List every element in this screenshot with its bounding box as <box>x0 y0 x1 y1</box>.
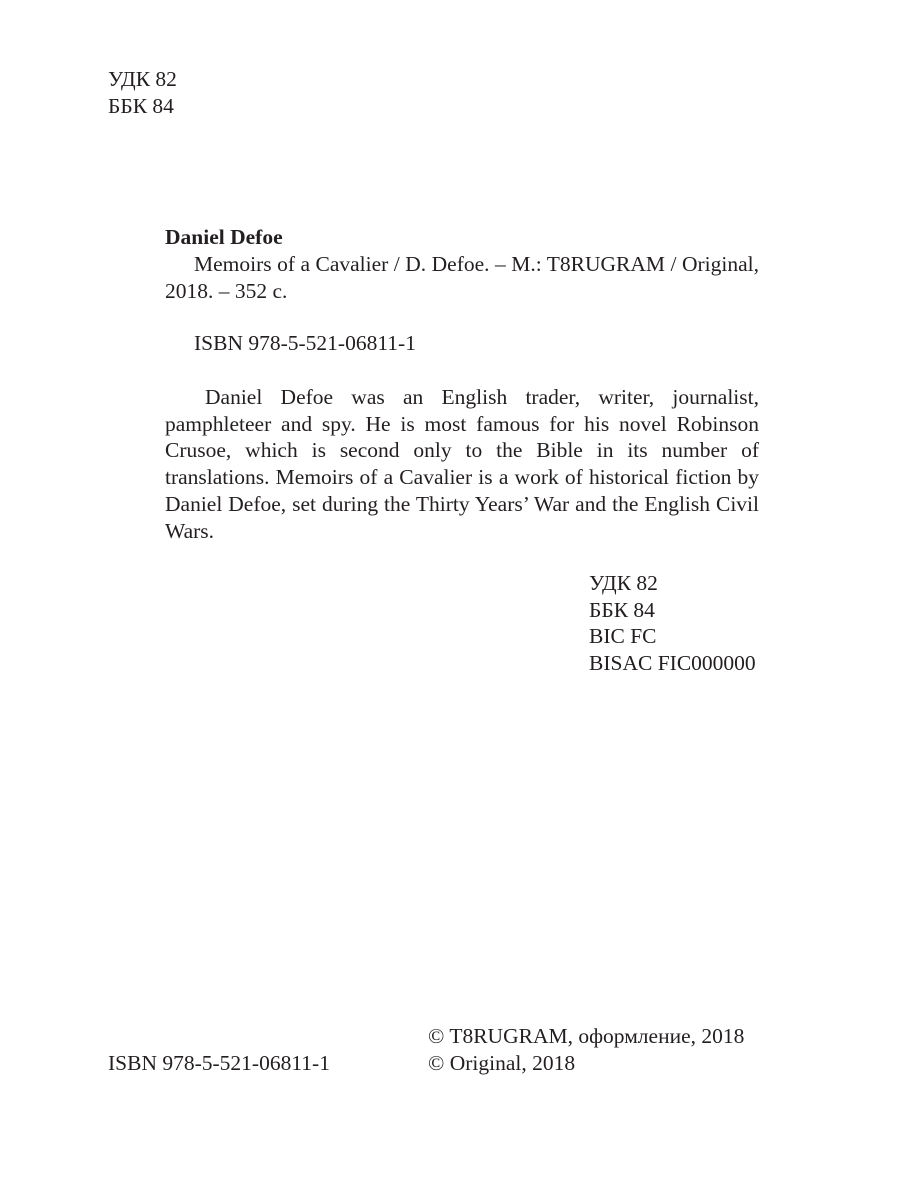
bisac-code: BISAC FIC000000 <box>589 651 756 676</box>
top-classification-codes <box>108 66 177 119</box>
copyright-block <box>428 1023 744 1076</box>
author-name: Daniel Defoe <box>165 225 283 249</box>
bic-code: BIC FC <box>589 624 657 649</box>
copyright-publisher: © T8RUGRAM, оформление, 2018 <box>428 1024 745 1048</box>
footer-isbn: ISBN 978-5-521-06811-1 <box>108 1051 330 1075</box>
udk-code: УДК 82 <box>108 67 177 91</box>
bibliographic-entry: Memoirs of a Cavalier / D. Defoe. – M.: T8RUGRAM / Original, 2018. – 352 с. <box>165 252 759 303</box>
copyright-original: © Original, 2018 <box>428 1050 576 1075</box>
isbn-entry: ISBN 978-5-521-06811-1 <box>194 331 416 355</box>
classification-block <box>589 570 756 677</box>
bbk-code: ББК 84 <box>108 93 174 118</box>
bbk-code: ББК 84 <box>589 597 655 622</box>
annotation-paragraph: Daniel Defoe was an English trader, writer, journalist, pamphleteer and spy. He is most famous for his novel Robinson Crusoe, which is second only to the Bible in its number of translations. Memoirs of a Cavalier is a work of historical fiction by Daniel Defoe, set during the Thirty Years’ War and the English Civil Wars. <box>165 385 759 543</box>
udk-code: УДК 82 <box>589 571 658 595</box>
